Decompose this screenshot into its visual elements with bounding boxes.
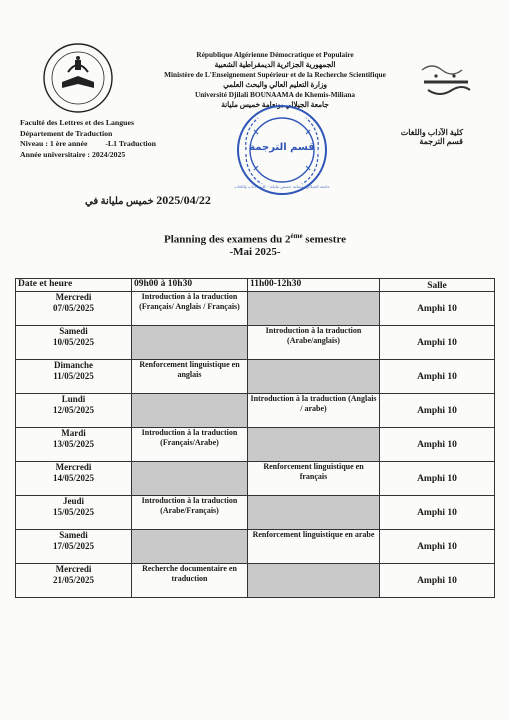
university-ar: جامعة الجيلالي بونعامة خميس مليانة bbox=[221, 100, 329, 109]
title-part-b: semestre bbox=[302, 233, 347, 246]
morning-exam: Recherche documentaire en traduction bbox=[132, 564, 248, 598]
header-morning: 09h00 à 10h30 bbox=[132, 279, 248, 292]
day-date: 13/05/2025 bbox=[52, 439, 94, 449]
republic-ar: الجمهورية الجزائرية الديمقراطية الشعبية bbox=[214, 60, 336, 69]
table-row bbox=[16, 292, 495, 326]
day-name: Mercredi bbox=[55, 564, 92, 574]
day-date: 14/05/2025 bbox=[52, 473, 94, 483]
department-name-ar: قسم الترجمة bbox=[419, 137, 463, 146]
day-date: 17/05/2025 bbox=[52, 541, 94, 551]
day-date: 21/05/2025 bbox=[52, 575, 94, 585]
room-cell: Amphi 10 bbox=[380, 462, 495, 496]
empty-slot bbox=[132, 326, 248, 360]
room-cell: Amphi 10 bbox=[380, 292, 495, 326]
day-name: Lundi bbox=[61, 394, 86, 404]
table-row bbox=[16, 394, 495, 428]
title-line-1 bbox=[100, 232, 410, 246]
table-row bbox=[16, 564, 495, 598]
day-name: Jeudi bbox=[62, 496, 84, 506]
group: -L1 Traduction bbox=[105, 139, 156, 148]
faculty-name-ar: كلية الآداب واللغات bbox=[400, 128, 463, 137]
day-name: Mercredi bbox=[55, 462, 92, 472]
day-name: Dimanche bbox=[54, 360, 93, 370]
academic-year: Année universitaire : 2024/2025 bbox=[20, 149, 126, 159]
title-superscript: ème bbox=[290, 232, 303, 240]
date-cell bbox=[16, 496, 132, 530]
exam-schedule-table bbox=[15, 278, 495, 598]
date-cell bbox=[16, 564, 132, 598]
header-room: Salle bbox=[380, 279, 495, 292]
date-cell bbox=[16, 428, 132, 462]
day-date: 11/05/2025 bbox=[53, 371, 94, 381]
date-cell bbox=[16, 360, 132, 394]
header-date: Date et heure bbox=[16, 279, 132, 292]
date-line bbox=[85, 193, 211, 208]
room-cell: Amphi 10 bbox=[380, 360, 495, 394]
page-title bbox=[100, 232, 410, 258]
empty-slot bbox=[248, 428, 380, 462]
empty-slot bbox=[248, 360, 380, 394]
ministry-ar: وزارة التعليم العالي والبحث العلمي bbox=[223, 80, 327, 89]
date-prefix: خميس مليانة في bbox=[85, 196, 154, 207]
room-cell: Amphi 10 bbox=[380, 564, 495, 598]
faculty-info-ar bbox=[401, 128, 463, 146]
faculty-name: Faculté des Lettres et des Langues bbox=[20, 118, 134, 127]
date-value: 2025/04/22 bbox=[156, 193, 211, 207]
morning-exam: Introduction à la traduction (Arabe/Français) bbox=[132, 496, 248, 530]
afternoon-exam: Introduction à la traduction (Anglais / arabe) bbox=[248, 394, 380, 428]
empty-slot bbox=[248, 292, 380, 326]
table-header-row bbox=[16, 279, 495, 292]
department-name: Département de Traduction bbox=[20, 128, 113, 138]
morning-exam: Introduction à la traduction (Français/Arabe) bbox=[132, 428, 248, 462]
table-row bbox=[16, 462, 495, 496]
afternoon-exam: Introduction à la traduction (Arabe/anglais) bbox=[248, 326, 380, 360]
day-date: 10/05/2025 bbox=[52, 337, 94, 347]
day-date: 07/05/2025 bbox=[52, 303, 94, 313]
room-cell: Amphi 10 bbox=[380, 530, 495, 564]
republic-fr: République Algérienne Démocratique et Populaire bbox=[196, 50, 354, 59]
empty-slot bbox=[132, 530, 248, 564]
level: Niveau : 1 ère année bbox=[20, 139, 88, 148]
day-date: 15/05/2025 bbox=[52, 507, 94, 517]
day-name: Samedi bbox=[59, 326, 88, 336]
title-line-2: -Mai 2025- bbox=[229, 245, 281, 258]
table-row bbox=[16, 496, 495, 530]
faculty-info bbox=[20, 118, 156, 160]
room-cell: Amphi 10 bbox=[380, 326, 495, 360]
afternoon-exam: Renforcement linguistique en français bbox=[248, 462, 380, 496]
day-date: 12/05/2025 bbox=[52, 405, 94, 415]
empty-slot bbox=[132, 394, 248, 428]
faculty-logo-right bbox=[418, 60, 474, 100]
empty-slot bbox=[248, 564, 380, 598]
level-line bbox=[20, 139, 156, 150]
morning-exam: Introduction à la traduction (Français/ Anglais / Français) bbox=[132, 292, 248, 326]
table-row bbox=[16, 326, 495, 360]
day-name: Samedi bbox=[59, 530, 88, 540]
ministry-fr: Ministère de L'Enseignement Supérieur et de la Recherche Scientifique bbox=[164, 70, 386, 79]
table-row bbox=[16, 428, 495, 462]
title-part-a: Planning des examens du 2 bbox=[163, 233, 291, 246]
empty-slot bbox=[132, 462, 248, 496]
room-cell: Amphi 10 bbox=[380, 428, 495, 462]
morning-exam: Renforcement linguistique en anglais bbox=[132, 360, 248, 394]
table-row bbox=[16, 360, 495, 394]
room-cell: Amphi 10 bbox=[380, 394, 495, 428]
empty-slot bbox=[248, 496, 380, 530]
date-cell bbox=[16, 394, 132, 428]
stamp-center-text: قسم الترجمة bbox=[249, 142, 315, 153]
day-name: Mardi bbox=[61, 428, 86, 438]
afternoon-exam: Renforcement linguistique en arabe bbox=[248, 530, 380, 564]
room-cell: Amphi 10 bbox=[380, 496, 495, 530]
university-fr: Université Djilali BOUNAAMA de Khemis-Miliana bbox=[194, 90, 356, 99]
date-cell bbox=[16, 462, 132, 496]
table-row bbox=[16, 530, 495, 564]
header-afternoon: 11h00-12h30 bbox=[248, 279, 380, 292]
date-cell bbox=[16, 292, 132, 326]
date-cell bbox=[16, 326, 132, 360]
department-stamp bbox=[232, 100, 332, 200]
date-cell bbox=[16, 530, 132, 564]
day-name: Mercredi bbox=[55, 292, 92, 302]
stamp-ring-text: جامعة الجيلالي بونعامة خميس مليانة - كلية الآداب واللغات bbox=[234, 184, 330, 189]
